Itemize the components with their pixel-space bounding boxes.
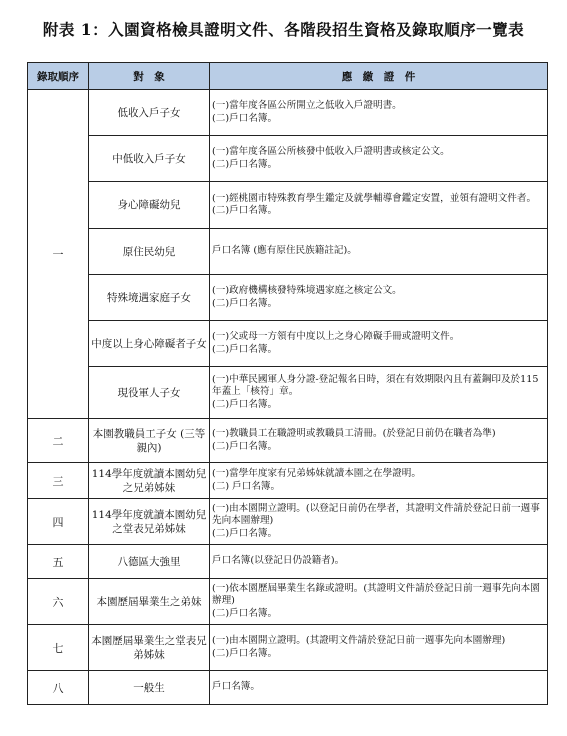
target-cell: 身心障礙幼兒	[89, 182, 210, 229]
certificate-line: (一)政府機構核發特殊境遇家庭之核定公文。	[212, 285, 402, 296]
certificate-line: 戶口名簿 (應有原住民族籍註記)。	[212, 245, 357, 257]
certificate-line: (二)戶口名簿。	[212, 398, 278, 410]
certificate-line: (二)戶口名簿。	[212, 527, 278, 539]
target-cell: 本園歷屆畢業生之弟妹	[89, 579, 210, 625]
certificate-line: (一)當年度各區公所開立之低收入戶證明書。	[212, 100, 402, 111]
table-row	[28, 275, 548, 321]
certificate-line: (一)當學年度家有兄弟姊妹就讀本園之在學證明。	[212, 468, 421, 479]
certificate-line: (二)戶口名簿。	[212, 343, 278, 355]
table-header-row	[28, 63, 548, 90]
certificate-cell	[210, 463, 548, 499]
table-row	[28, 182, 548, 229]
certificate-cell	[210, 182, 548, 229]
target-cell: 114學年度就讀本園幼兒之兄弟姊妹	[89, 463, 210, 499]
target-cell: 本園教職員工子女 (三等親內)	[89, 419, 210, 463]
target-cell: 中度以上身心障礙者子女	[89, 321, 210, 367]
table-row	[28, 90, 548, 136]
certificate-line: (二)戶口名簿。	[212, 440, 278, 452]
header-target: 對 象	[89, 63, 210, 90]
target-cell: 中低收入戶子女	[89, 136, 210, 182]
order-cell: 一	[28, 90, 89, 419]
certificate-line: (二)戶口名簿。	[212, 647, 278, 659]
certificate-line: (二)戶口名簿。	[212, 297, 278, 309]
certificate-line: (一)中華民國軍人身分證-登記報名日時，須在有效期限內且有蓋鋼印及於115年蓋上「核符」章。	[212, 373, 539, 398]
certificate-line: 戶口名簿。	[212, 681, 260, 693]
certificate-cell	[210, 499, 548, 545]
order-cell: 四	[28, 499, 89, 545]
table-row	[28, 499, 548, 545]
table-row	[28, 229, 548, 275]
certificate-cell	[210, 275, 548, 321]
order-cell: 七	[28, 625, 89, 671]
target-cell: 八德區大強里	[89, 545, 210, 579]
table-row	[28, 463, 548, 499]
certificate-line: (一)父或母一方領有中度以上之身心障礙手冊或證明文件。	[212, 331, 460, 342]
certificate-cell	[210, 136, 548, 182]
table-row	[28, 625, 548, 671]
certificate-line: (二)戶口名簿。	[212, 158, 278, 170]
certificate-cell	[210, 367, 548, 419]
certificate-line: 戶口名簿(以登記日仍設籍者)。	[212, 555, 345, 567]
table-row	[28, 545, 548, 579]
order-cell: 五	[28, 545, 89, 579]
certificate-line: (一)由本園開立證明。(以登記日前仍在學者，其證明文件請於登記日前一週事先向本園辦理)	[212, 502, 540, 527]
target-cell: 原住民幼兒	[89, 229, 210, 275]
certificate-cell	[210, 229, 548, 275]
table-row	[28, 419, 548, 463]
order-cell: 三	[28, 463, 89, 499]
certificate-line: (一)教職員工在職證明或教職員工清冊。(於登記日前仍在職者為準)	[212, 428, 496, 439]
order-cell: 六	[28, 579, 89, 625]
certificate-line: (一)當年度各區公所核發中低收入戶證明書或核定公文。	[212, 146, 450, 157]
order-cell: 八	[28, 671, 89, 705]
certificate-cell	[210, 625, 548, 671]
certificate-cell	[210, 419, 548, 463]
order-cell: 二	[28, 419, 89, 463]
header-order: 錄取順序	[28, 63, 89, 90]
document-title: 附表 1：入園資格檢具證明文件、各階段招生資格及錄取順序一覽表	[42, 20, 525, 39]
certificate-line: (一)依本園歷屆畢業生名錄或證明。(其證明文件請於登記日前一週事先向本園辦理)	[212, 582, 540, 607]
target-cell: 一般生	[89, 671, 210, 705]
table-row	[28, 321, 548, 367]
certificate-line: (二)戶口名簿。	[212, 607, 278, 619]
certificate-cell	[210, 579, 548, 625]
table-row	[28, 367, 548, 419]
header-certificate: 應 繳 證 件	[210, 63, 548, 90]
certificate-cell	[210, 671, 548, 705]
certificate-line: (二)戶口名簿。	[212, 112, 278, 124]
target-cell: 114學年度就讀本園幼兒之堂表兄弟姊妹	[89, 499, 210, 545]
target-cell: 現役軍人子女	[89, 367, 210, 419]
certificate-cell	[210, 545, 548, 579]
target-cell: 特殊境遇家庭子女	[89, 275, 210, 321]
table-row	[28, 136, 548, 182]
table-row	[28, 579, 548, 625]
certificate-line: (一)經桃園市特殊教育學生鑑定及就學輔導會鑑定安置，並領有證明文件者。	[212, 192, 537, 204]
certificate-line: (二) 戶口名簿。	[212, 480, 281, 492]
certificate-line: (一)由本園開立證明。(其證明文件請於登記日前一週事先向本園辦理)	[212, 635, 506, 646]
table-row	[28, 671, 548, 705]
target-cell: 本園歷屆畢業生之堂表兄弟姊妹	[89, 625, 210, 671]
target-cell: 低收入戶子女	[89, 90, 210, 136]
certificate-cell	[210, 90, 548, 136]
admission-table	[27, 62, 548, 705]
certificate-cell	[210, 321, 548, 367]
certificate-line: (二)戶口名簿。	[212, 205, 278, 216]
